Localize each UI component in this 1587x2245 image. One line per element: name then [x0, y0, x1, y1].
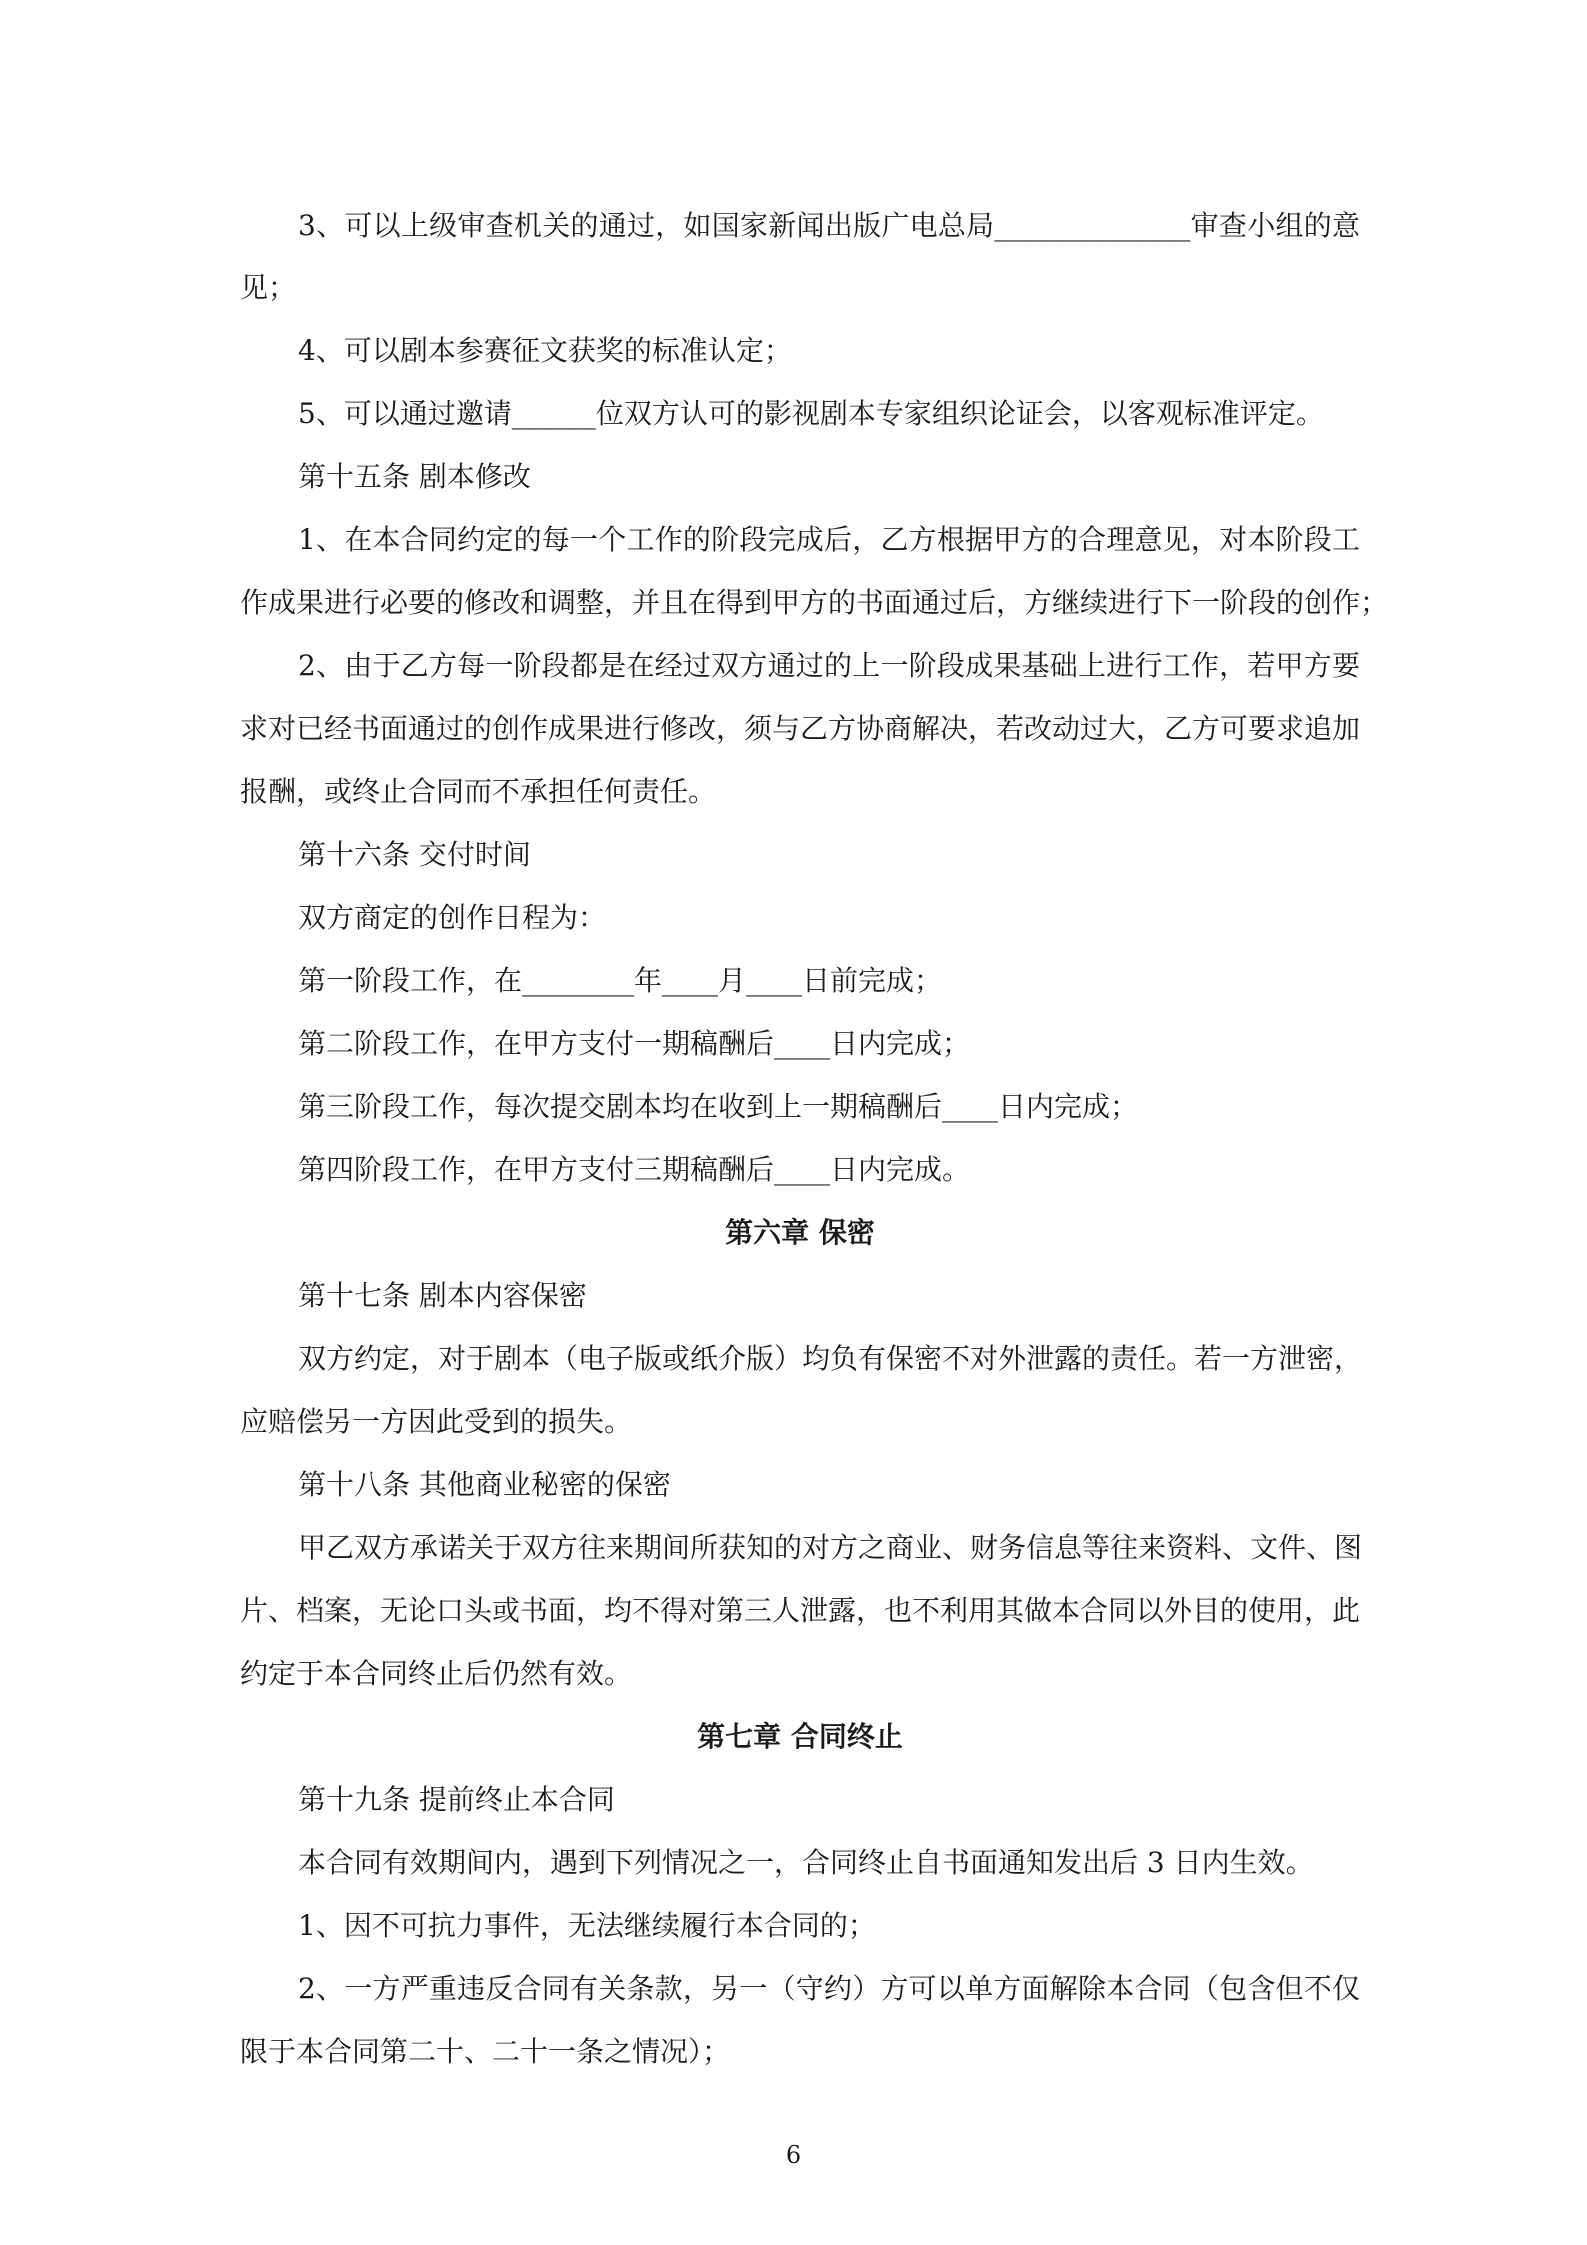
- clause-15-title: 第十五条 剧本修改: [298, 460, 531, 493]
- clause-16-intro: 双方商定的创作日程为：: [298, 901, 607, 934]
- clause-15-item-2-line-3: 报酬，或终止合同而不承担任何责任。: [240, 775, 717, 808]
- clause-19-title: 第十九条 提前终止本合同: [298, 1783, 615, 1816]
- clause-15-item-2-line-1: 2、由于乙方每一阶段都是在经过双方通过的上一阶段成果基础上进行工作，若甲方要: [298, 649, 1360, 682]
- clause-17-title: 第十七条 剧本内容保密: [298, 1279, 587, 1312]
- clause-14-item-3-line-1: 3、可以上级审查机关的通过，如国家新闻出版广电总局______________审查小组的意: [298, 209, 1360, 242]
- schedule-stage-2: 第二阶段工作，在甲方支付一期稿酬后____日内完成；: [298, 1027, 971, 1060]
- clause-18-title: 第十八条 其他商业秘密的保密: [298, 1468, 671, 1501]
- clause-17-body-line-1: 双方约定，对于剧本（电子版或纸介版）均负有保密不对外泄露的责任。若一方泄密，: [298, 1342, 1363, 1375]
- clause-18-body-line-2: 片、档案，无论口头或书面，均不得对第三人泄露，也不利用其做本合同以外目的使用，此: [240, 1594, 1361, 1627]
- chapter-7-heading: 第七章 合同终止: [697, 1720, 903, 1753]
- clause-14-item-5: 5、可以通过邀请______位双方认可的影视剧本专家组织论证会，以客观标准评定。: [298, 397, 1324, 430]
- clause-19-intro: 本合同有效期间内，遇到下列情况之一，合同终止自书面通知发出后 3 日内生效。: [298, 1846, 1314, 1879]
- page-number: 6: [785, 2141, 802, 2169]
- clause-15-item-1-line-2: 作成果进行必要的修改和调整，并且在得到甲方的书面通过后，方继续进行下一阶段的创作；: [240, 586, 1389, 619]
- clause-19-item-1: 1、因不可抗力事件，无法继续履行本合同的；: [298, 1909, 876, 1942]
- schedule-stage-4: 第四阶段工作，在甲方支付三期稿酬后____日内完成。: [298, 1153, 971, 1186]
- clause-18-body-line-1: 甲乙双方承诺关于双方往来期间所获知的对方之商业、财务信息等往来资料、文件、图: [298, 1531, 1363, 1564]
- clause-14-item-3-line-2: 见；: [240, 271, 297, 304]
- chapter-6-heading: 第六章 保密: [725, 1216, 875, 1249]
- clause-16-title: 第十六条 交付时间: [298, 838, 531, 871]
- clause-18-body-line-3: 约定于本合同终止后仍然有效。: [240, 1657, 633, 1690]
- clause-15-item-2-line-2: 求对已经书面通过的创作成果进行修改，须与乙方协商解决，若改动过大，乙方可要求追加: [240, 712, 1361, 745]
- schedule-stage-1: 第一阶段工作，在________年____月____日前完成；: [298, 964, 943, 997]
- clause-14-item-4: 4、可以剧本参赛征文获奖的标准认定；: [298, 334, 792, 367]
- clause-17-body-line-2: 应赔偿另一方因此受到的损失。: [240, 1405, 633, 1438]
- clause-15-item-1-line-1: 1、在本合同约定的每一个工作的阶段完成后，乙方根据甲方的合理意见，对本阶段工: [298, 523, 1360, 556]
- schedule-stage-3: 第三阶段工作，每次提交剧本均在收到上一期稿酬后____日内完成；: [298, 1090, 1139, 1123]
- clause-19-item-2-line-2: 限于本合同第二十、二十一条之情况）；: [240, 2035, 731, 2068]
- clause-19-item-2-line-1: 2、一方严重违反合同有关条款，另一（守约）方可以单方面解除本合同（包含但不仅: [298, 1972, 1360, 2005]
